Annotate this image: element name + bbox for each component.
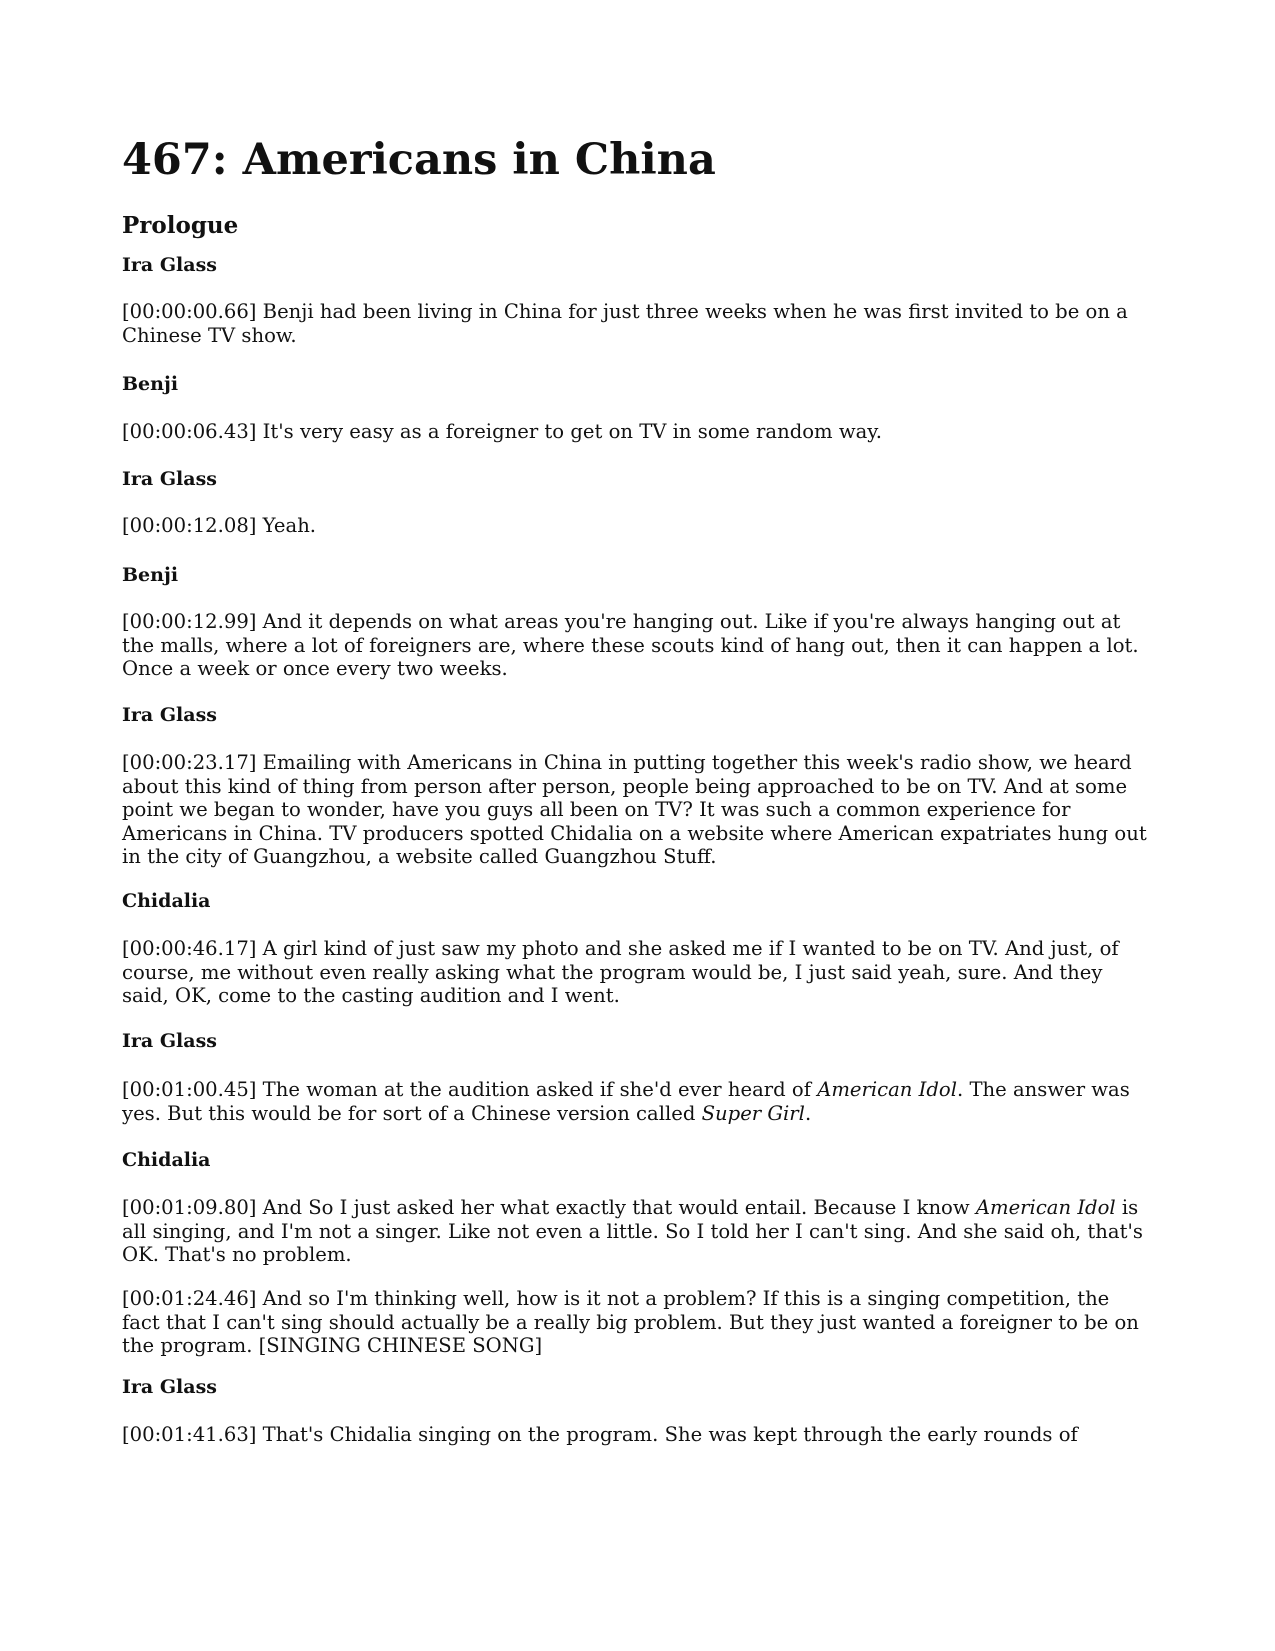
section-title-prologue: Prologue — [122, 212, 239, 239]
paragraph-text: It's very easy as a foreigner to get on TV in some random way. — [256, 420, 882, 443]
speaker-name: Ira Glass — [122, 704, 217, 726]
transcript-paragraph — [122, 514, 1152, 538]
timestamp: [00:01:41.63] — [122, 1423, 257, 1446]
transcript-paragraph — [122, 300, 1152, 347]
transcript-paragraph — [122, 1196, 1152, 1267]
timestamp: [00:00:00.66] — [122, 300, 257, 323]
paragraph-text: Yeah. — [256, 514, 317, 537]
transcript-paragraph — [122, 1078, 1152, 1125]
timestamp: [00:00:12.08] — [122, 514, 257, 537]
transcript-paragraph — [122, 1423, 1152, 1447]
speaker-name: Ira Glass — [122, 468, 217, 490]
timestamp: [00:00:06.43] — [122, 420, 257, 443]
timestamp: [00:00:12.99] — [122, 610, 257, 633]
paragraph-text: is all singing, and I'm not a singer. Like not even a little. So I told her I can't sing. And she said oh, that's OK. That's no problem. — [122, 1196, 1143, 1267]
transcript-paragraph — [122, 937, 1152, 1008]
paragraph-text: And it depends on what areas you're hanging out. Like if you're always hanging out at the malls, where a lot of foreigners are, where these scouts kind of hang out, then it can happen a lot. Once a week or once every two weeks. — [122, 610, 1139, 681]
transcript-paragraph — [122, 1287, 1152, 1358]
paragraph-text: Emailing with Americans in China in putting together this week's radio show, we heard about this kind of thing from person after person, people being approached to be on TV. And at some point we began to wonder, have you guys all been on TV? It was such a common experience for Americans in China. TV producers spotted Chidalia on a website where American expatriates hung out in the city of Guangzhou, a website called Guangzhou Stuff. — [122, 751, 1147, 869]
transcript-paragraph — [122, 751, 1152, 869]
paragraph-text: The woman at the audition asked if she'd ever heard of — [256, 1078, 818, 1101]
timestamp: [00:00:46.17] — [122, 937, 257, 960]
timestamp: [00:01:09.80] — [122, 1196, 257, 1219]
transcript-paragraph — [122, 610, 1152, 681]
transcript-paragraph — [122, 420, 1152, 444]
paragraph-text: And So I just asked her what exactly that would entail. Because I know — [256, 1196, 976, 1219]
paragraph-text: Benji had been living in China for just three weeks when he was first invited to be on a Chinese TV show. — [122, 300, 1128, 347]
timestamp: [00:01:00.45] — [122, 1078, 257, 1101]
paragraph-text: And so I'm thinking well, how is it not a problem? If this is a singing competition, the fact that I can't sing should actually be a really big problem. But they just wanted a foreigner to be on the program. [SINGING CHINESE SONG] — [122, 1287, 1139, 1358]
speaker-name: Ira Glass — [122, 1376, 217, 1398]
timestamp: [00:00:23.17] — [122, 751, 257, 774]
speaker-name: Ira Glass — [122, 1030, 217, 1052]
paragraph-text: That's Chidalia singing on the program. She was kept through the early rounds of — [256, 1423, 1078, 1446]
speaker-name: Benji — [122, 564, 179, 586]
paragraph-text: . — [804, 1101, 812, 1125]
document-title: 467: Americans in China — [122, 135, 716, 185]
speaker-name: Chidalia — [122, 1149, 211, 1171]
speaker-name: Chidalia — [122, 890, 211, 912]
paragraph-text: A girl kind of just saw my photo and she asked me if I wanted to be on TV. And just, of course, me without even really asking what the program would be, I just said yeah, sure. And they said, OK, come to the casting audition and I went. — [122, 937, 1119, 1008]
timestamp: [00:01:24.46] — [122, 1287, 257, 1310]
paragraph-text: . The answer was yes. But this would be for sort of a Chinese version called — [122, 1078, 1130, 1125]
show-title-italic: American Idol — [817, 1078, 957, 1101]
show-title-italic: Super Girl — [701, 1101, 805, 1125]
speaker-name: Benji — [122, 373, 179, 395]
show-title-italic: American Idol — [975, 1196, 1116, 1219]
speaker-name: Ira Glass — [122, 254, 217, 276]
